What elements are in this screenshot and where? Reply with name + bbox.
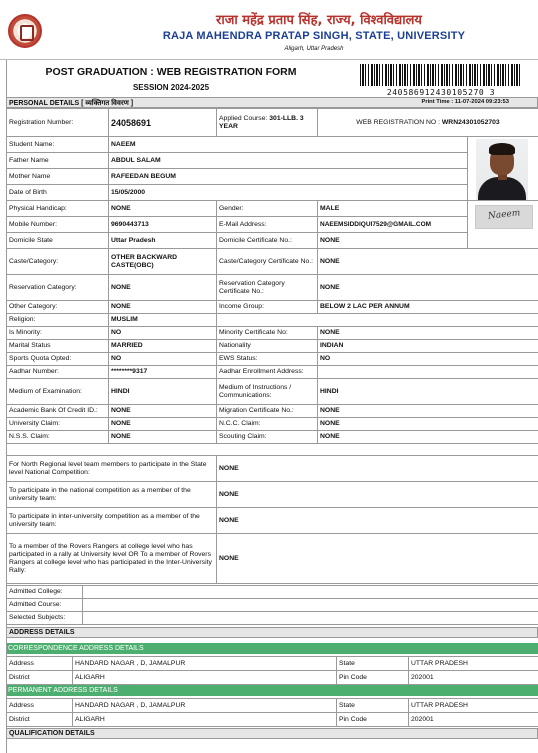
table-row: [7, 137, 538, 153]
personal-details-title: PERSONAL DETAILS [ व्यक्तिगत विवरण ]: [9, 100, 134, 107]
father-name: ABDUL SALAM: [109, 153, 468, 169]
applied-course-value: 301-LLB. 3 YEAR: [219, 114, 304, 130]
table-row: [7, 340, 538, 353]
table-row: [7, 169, 538, 185]
table-row: [7, 379, 538, 405]
qualification-details-header: [6, 728, 538, 739]
competitions-table: [6, 455, 538, 584]
barcode-number: 240586912430105270 3: [386, 88, 496, 97]
field-label: Mobile Number:: [7, 217, 109, 233]
caste-category: OTHER BACKWARD CASTE(OBC): [109, 249, 217, 275]
signature-image: [475, 205, 533, 229]
permanent-address-table: [6, 698, 538, 727]
gender: MALE: [318, 201, 468, 217]
personal-details-table: [6, 108, 538, 444]
table-row: [7, 456, 538, 482]
physical-handicap: NONE: [109, 201, 217, 217]
domicile-state: Uttar Pradesh: [109, 233, 217, 249]
domicile-certificate: NONE: [318, 233, 468, 249]
field-label: Minority Certificate No:: [217, 327, 318, 340]
qualification-details-title: QUALIFICATION DETAILS: [9, 730, 95, 737]
minority-certificate: NONE: [318, 327, 538, 340]
field-label: Student Name:: [7, 137, 109, 153]
permanent-state: UTTAR PRADESH: [409, 699, 538, 713]
field-label: Aadhar Enrollment Address:: [217, 366, 318, 379]
mobile-number: 9690443713: [109, 217, 217, 233]
is-minority: NO: [109, 327, 217, 340]
permanent-pin: 202001: [409, 713, 538, 727]
field-label: State: [337, 699, 409, 713]
aadhar-enrollment: [318, 366, 538, 379]
field-label: Domicile State: [7, 233, 109, 249]
field-label: E-Mail Address:: [217, 217, 318, 233]
address-details-title: ADDRESS DETAILS: [9, 629, 75, 636]
table-row: [7, 153, 538, 169]
field-label: Nationality: [217, 340, 318, 353]
migration-certificate: NONE: [318, 405, 538, 418]
admitted-course: [83, 599, 538, 612]
table-row: [7, 353, 538, 366]
print-time: Print Time : 11-07-2024 09:23:53: [421, 99, 509, 105]
field-label: Selected Subjects:: [7, 612, 83, 625]
field-label: Medium of Instructions / Communications:: [217, 379, 318, 405]
personal-details-header: [6, 97, 538, 108]
student-name: NAEEM: [109, 137, 468, 153]
session-label: SESSION 2024-2025: [132, 83, 210, 92]
web-reg-label: WEB REGISTRATION NO :: [356, 118, 440, 126]
correspondence-address-table: [6, 656, 538, 685]
competition-label: For North Regional level team members to participate in the State level National Competition:: [7, 456, 217, 482]
admission-table: [6, 585, 538, 625]
table-row: [7, 327, 538, 340]
table-row: [7, 217, 538, 233]
field-label: Father Name: [7, 153, 109, 169]
field-label: Academic Bank Of Credit ID.:: [7, 405, 109, 418]
field-label: Aadhar Number:: [7, 366, 109, 379]
aadhar-number: ********9317: [109, 366, 217, 379]
photo-cell: [468, 137, 538, 201]
student-photo: [476, 139, 528, 201]
admitted-college: [83, 586, 538, 599]
medium-of-instructions: HINDI: [318, 379, 538, 405]
field-label: Mother Name: [7, 169, 109, 185]
table-row: [7, 249, 538, 275]
field-label: Address: [7, 657, 73, 671]
reservation-category: NONE: [109, 275, 217, 301]
table-row: [7, 657, 538, 671]
marital-status: MARRIED: [109, 340, 217, 353]
field-label: Address: [7, 699, 73, 713]
field-label: N.S.S. Claim:: [7, 431, 109, 444]
permanent-address-header: PERMANENT ADDRESS DETAILS: [6, 685, 538, 696]
field-label: District: [7, 713, 73, 727]
field-label: Pin Code: [337, 713, 409, 727]
field-label: Registration Number:: [7, 109, 109, 137]
competition-value: NONE: [217, 508, 538, 534]
field-label: Reservation Category:: [7, 275, 109, 301]
competition-label: To participate in the national competition as a member of the university team:: [7, 482, 217, 508]
field-label: N.C.C. Claim:: [217, 418, 318, 431]
ews-status: NO: [318, 353, 538, 366]
university-claim: NONE: [109, 418, 217, 431]
web-registration-cell: [318, 109, 538, 137]
selected-subjects: [83, 612, 538, 625]
field-label: State: [337, 657, 409, 671]
table-row: [7, 599, 538, 612]
field-label: Date of Birth: [7, 185, 109, 201]
field-label: Reservation Category Certificate No.:: [217, 275, 318, 301]
table-row: [7, 671, 538, 685]
field-label: Gender:: [217, 201, 318, 217]
left-border: [6, 60, 7, 753]
competition-value: NONE: [217, 456, 538, 482]
signature-cell: [468, 201, 538, 249]
table-row: [7, 109, 538, 137]
competition-label: To participate in inter-university competition as a member of the university team:: [7, 508, 217, 534]
form-title: POST GRADUATION : WEB REGISTRATION FORM: [45, 66, 297, 78]
table-row: [7, 301, 538, 314]
caste-certificate: NONE: [318, 249, 538, 275]
competition-value: NONE: [217, 534, 538, 584]
form-title-block: [6, 62, 336, 96]
table-row: [7, 534, 538, 584]
web-reg-value: WRN24301052703: [441, 118, 500, 126]
university-name-english: RAJA MAHENDRA PRATAP SINGH, STATE, UNIVERSITY: [162, 30, 466, 42]
competition-label: To a member of the Rovers Rangers at college level who has participated in a rally at University level OR To a member of Rovers Rangers at college level who has participated in the Inter-University Rally:: [7, 534, 217, 584]
field-label: Scouting Claim:: [217, 431, 318, 444]
field-label: Migration Certificate No.:: [217, 405, 318, 418]
field-label: Domicile Certificate No.:: [217, 233, 318, 249]
mother-name: RAFEEDAN BEGUM: [109, 169, 468, 185]
table-row: [7, 431, 538, 444]
university-city: Aligarh, Uttar Pradesh: [284, 46, 344, 52]
table-row: [7, 586, 538, 599]
table-row: [7, 185, 538, 201]
email-address: NAEEMSIDDIQUI7529@GMAIL.COM: [318, 217, 468, 233]
correspondence-district: ALIGARH: [73, 671, 337, 685]
correspondence-address: HANDARD NAGAR , D, JAMALPUR: [73, 657, 337, 671]
field-label: Religion:: [7, 314, 109, 327]
other-category: NONE: [109, 301, 217, 314]
table-row: [7, 482, 538, 508]
competition-value: NONE: [217, 482, 538, 508]
field-label: Caste/Category:: [7, 249, 109, 275]
religion: MUSLIM: [109, 314, 217, 327]
table-row: [7, 233, 538, 249]
correspondence-pin: 202001: [409, 671, 538, 685]
field-label: Income Group:: [217, 301, 318, 314]
applied-course-label: Applied Course:: [219, 114, 268, 122]
table-row: [7, 508, 538, 534]
permanent-address: HANDARD NAGAR , D, JAMALPUR: [73, 699, 337, 713]
table-row: [7, 699, 538, 713]
medium-of-examination: HINDI: [109, 379, 217, 405]
university-name-hindi: राजा महेंद्र प्रताप सिंह, राज्य, विश्वविद्यालय: [216, 13, 422, 28]
correspondence-address-header: CORRESPONDENCE ADDRESS DETAILS: [6, 643, 538, 654]
field-label: Is Minority:: [7, 327, 109, 340]
nationality: INDIAN: [318, 340, 538, 353]
ncc-claim: NONE: [318, 418, 538, 431]
field-label: Sports Quota Opted:: [7, 353, 109, 366]
income-group: BELOW 2 LAC PER ANNUM: [318, 301, 538, 314]
field-label: Other Category:: [7, 301, 109, 314]
field-label: District: [7, 671, 73, 685]
field-label: Pin Code: [337, 671, 409, 685]
university-header: [0, 0, 538, 60]
field-label: EWS Status:: [217, 353, 318, 366]
table-row: [7, 366, 538, 379]
field-label: [217, 109, 318, 137]
registration-number: 24058691: [109, 109, 217, 137]
field-label: Physical Handicap:: [7, 201, 109, 217]
field-label: Caste/Category Certificate No.:: [217, 249, 318, 275]
table-row: [7, 405, 538, 418]
table-row: [7, 314, 538, 327]
field-label: Marital Status: [7, 340, 109, 353]
table-row: [7, 713, 538, 727]
signature-text: Naeem: [487, 208, 521, 222]
scouting-claim: NONE: [318, 431, 538, 444]
table-row: [7, 418, 538, 431]
field-label: Admitted Course:: [7, 599, 83, 612]
table-row: [7, 275, 538, 301]
permanent-district: ALIGARH: [73, 713, 337, 727]
sports-quota: NO: [109, 353, 217, 366]
field-label: Medium of Examination:: [7, 379, 109, 405]
barcode-image: [360, 64, 522, 86]
reservation-certificate: NONE: [318, 275, 538, 301]
date-of-birth: 15/05/2000: [109, 185, 468, 201]
field-label: University Claim:: [7, 418, 109, 431]
address-details-header: [6, 627, 538, 638]
correspondence-state: UTTAR PRADESH: [409, 657, 538, 671]
nss-claim: NONE: [109, 431, 217, 444]
abc-id: NONE: [109, 405, 217, 418]
table-row: [7, 612, 538, 625]
field-label: Admitted College:: [7, 586, 83, 599]
table-row: [7, 201, 538, 217]
